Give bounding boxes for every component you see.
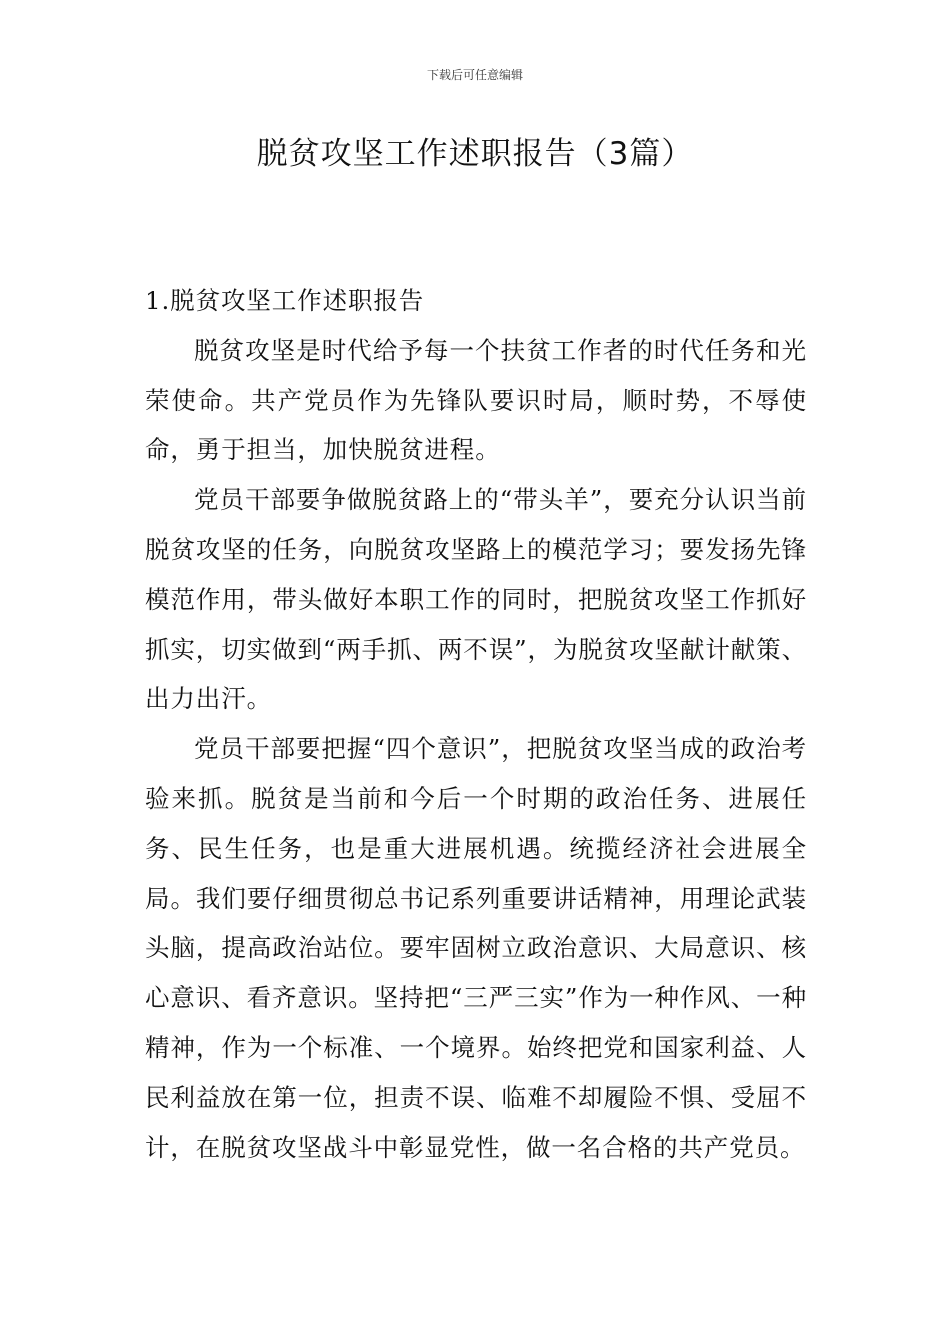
paragraph-2: 党员干部要争做脱贫路上的“带头羊”，要充分认识当前脱贫攻坚的任务，向脱贫攻坚路上的模范学习；要发扬先锋模范作用，带头做好本职工作的同时，把脱贫攻坚工作抓好抓实，切实做到“两手抓、两不误”，为脱贫攻坚献计献策、出力出汗。 [145, 485, 807, 714]
section-heading: 1.脱贫攻坚工作述职报告 [145, 286, 425, 315]
paragraph-3: 党员干部要把握“四个意识”，把脱贫攻坚当成的政治考验来抓。脱贫是当前和今后一个时期的政治任务、进展任务、民生任务，也是重大进展机遇。统揽经济社会进展全局。我们要仔细贯彻总书记系列重要讲话精神，用理论武装头脑，提高政治站位。要牢固树立政治意识、大局意识、核心意识、看齐意识。坚持把“三严三实”作为一种作风、一种精神，作为一个标准、一个境界。始终把党和国家利益、人民利益放在第一位，担责不误、临难不却履险不惧、受屈不计，在脱贫攻坚战斗中彰显党性，做一名合格的共产党员。 [145, 734, 807, 1162]
document-title: 脱贫攻坚工作述职报告（3篇） [256, 136, 694, 172]
document-body [145, 276, 807, 1172]
paragraph-1: 脱贫攻坚是时代给予每一个扶贫工作者的时代任务和光荣使命。共产党员作为先锋队要识时局，顺时势，不辱使命，勇于担当，加快脱贫进程。 [145, 335, 807, 465]
header-note: 下载后可任意编辑 [426, 68, 523, 82]
